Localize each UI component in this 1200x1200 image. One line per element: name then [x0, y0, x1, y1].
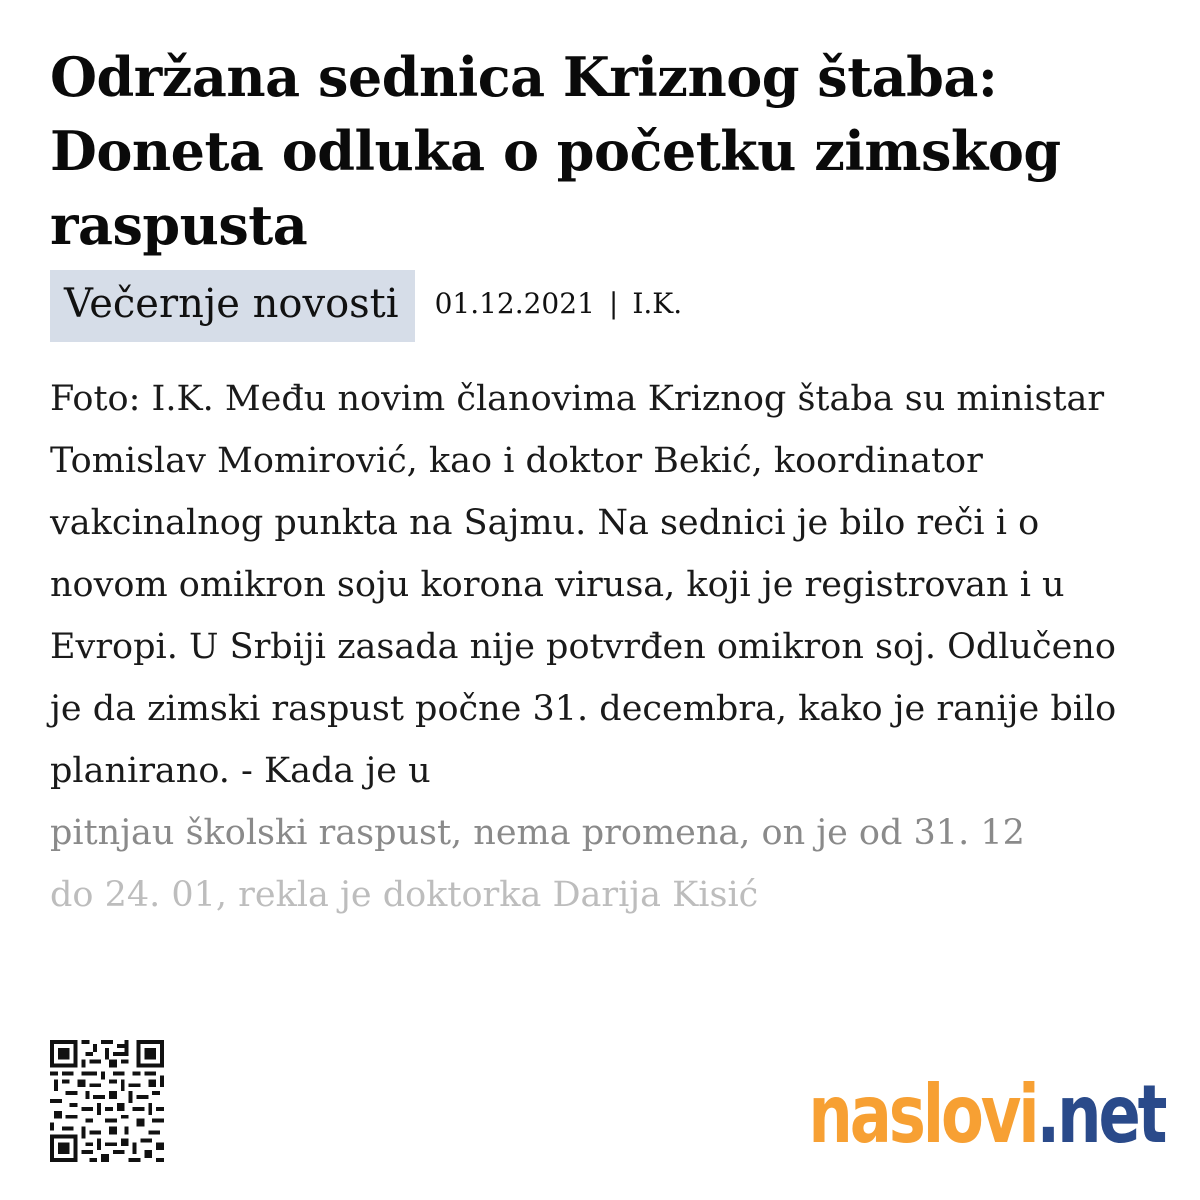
source-badge[interactable]: Večernje novosti: [50, 270, 415, 342]
article-body-main: Foto: I.K. Među novim članovima Kriznog štaba su ministar Tomislav Momirović, kao i doktor Bekić, koordinator vakcinalnog punkta na Sajmu. Na sednici je bilo reči i o novom omikron soju korona virusa, koji je registrovan i u Evropi. U Srbiji zasada nije potvrđen omikron soj. Odlučeno je da zimski raspust počne 31. decembra, kako je ranije bilo planirano. - Kada je u: [50, 379, 1117, 791]
qr-code-icon[interactable]: [50, 1040, 164, 1162]
article-meta: [50, 270, 1150, 342]
article-body-fade-1: pitnjau školski raspust, nema promena, on je od 31. 12: [50, 813, 1025, 853]
article-body-fade-2: do 24. 01, rekla je doktorka Darija Kisić: [50, 875, 759, 915]
naslovi-net-logo[interactable]: [808, 1065, 1164, 1165]
meta-separator: |: [608, 287, 619, 320]
logo-part-naslovi: naslovi: [808, 1068, 1037, 1161]
article-date: 01.12.2021: [434, 287, 595, 320]
meta-info: [435, 284, 683, 324]
article-body: [50, 368, 1150, 926]
article: [50, 40, 1150, 926]
logo-part-net: .net: [1036, 1068, 1164, 1161]
article-author: I.K.: [632, 287, 683, 320]
article-headline: Održana sednica Kriznog štaba: Doneta odluka o početku zimskog raspusta: [50, 45, 1061, 257]
